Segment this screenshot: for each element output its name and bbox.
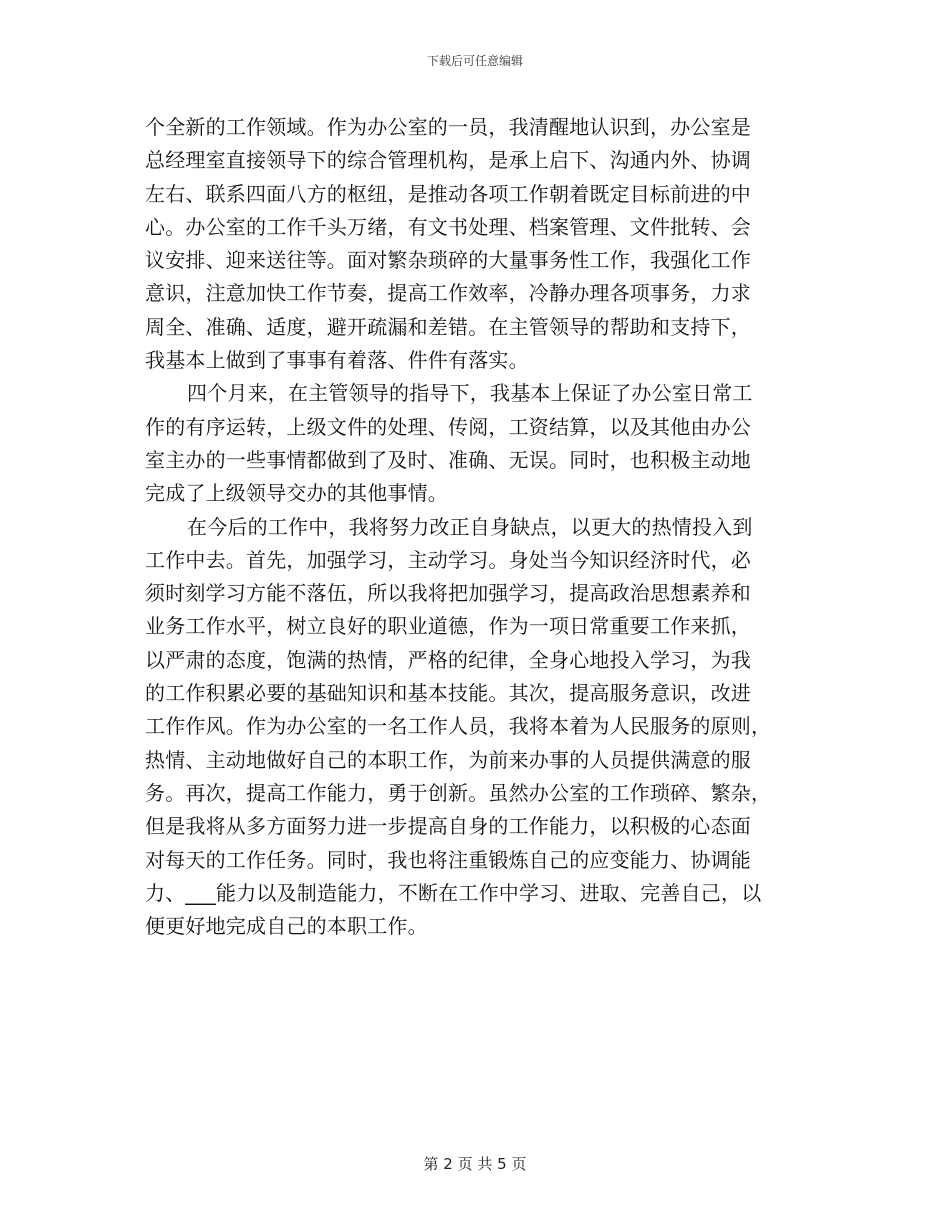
- paragraph-line: 室主办的一些事情都做到了及时、准确、无误。同时，也积极主动地: [145, 447, 751, 472]
- paragraph-line: 完成了上级领导交办的其他事情。: [145, 481, 448, 506]
- paragraph-line: 作的有序运转，上级文件的处理、传阅，工资结算，以及其他由办公: [145, 414, 751, 439]
- paragraph-line: 便更好地完成自己的本职工作。: [145, 914, 428, 939]
- paragraph-line: 力、___能力以及制造能力，不断在工作中学习、进取、完善自己，以: [145, 880, 762, 905]
- paragraph-line: 总经理室直接领导下的综合管理机构，是承上启下、沟通内外、协调: [145, 148, 751, 173]
- paragraph-line: 工作作风。作为办公室的一名工作人员，我将本着为人民服务的原则，: [145, 714, 772, 739]
- paragraph-line: 在今后的工作中，我将努力改正自身缺点，以更大的热情投入到: [187, 514, 753, 539]
- page-header: 下载后可任意编辑: [426, 54, 523, 68]
- paragraph-line: 个全新的工作领域。作为办公室的一员，我清醒地认识到，办公室是: [145, 115, 751, 139]
- paragraph-line: 工作中去。首先，加强学习，主动学习。身处当今知识经济时代，必: [145, 547, 751, 572]
- paragraph-line: 业务工作水平，树立良好的职业道德，作为一项日常重要工作来抓，: [145, 614, 751, 639]
- paragraph-line: 的工作积累必要的基础知识和基本技能。其次，提高服务意识，改进: [145, 681, 751, 706]
- paragraph-line: 务。再次，提高工作能力，勇于创新。虽然办公室的工作琐碎、繁杂，: [145, 780, 772, 805]
- paragraph-line: 但是我将从多方面努力进一步提高自身的工作能力，以积极的心态面: [145, 814, 751, 839]
- paragraph-line: 热情、主动地做好自己的本职工作，为前来办事的人员提供满意的服: [145, 747, 751, 772]
- paragraph-line: 议安排、迎来送往等。面对繁杂琐碎的大量事务性工作，我强化工作: [145, 248, 751, 273]
- paragraph-line: 对每天的工作任务。同时，我也将注重锻炼自己的应变能力、协调能: [145, 847, 751, 872]
- paragraph-line: 意识，注意加快工作节奏，提高工作效率，冷静办理各项事务，力求: [145, 281, 751, 306]
- paragraph-line: 周全、准确、适度，避开疏漏和差错。在主管领导的帮助和支持下，: [145, 314, 751, 339]
- paragraph-line: 须时刻学习方能不落伍，所以我将把加强学习，提高政治思想素养和: [145, 581, 751, 606]
- paragraph-line: 我基本上做到了事事有着落、件件有落实。: [145, 348, 529, 373]
- paragraph-line: 左右、联系四面八方的枢纽，是推动各项工作朝着既定目标前进的中: [145, 181, 751, 206]
- page-number: 第 2 页 共 5 页: [423, 1155, 527, 1173]
- document-body: [145, 111, 805, 943]
- paragraph-line: 以严肃的态度，饱满的热情，严格的纪律，全身心地投入学习，为我: [145, 647, 751, 672]
- paragraph-line: 心。办公室的工作千头万绪，有文书处理、档案管理、文件批转、会: [145, 214, 751, 239]
- paragraph-line: 四个月来，在主管领导的指导下，我基本上保证了办公室日常工: [187, 381, 753, 406]
